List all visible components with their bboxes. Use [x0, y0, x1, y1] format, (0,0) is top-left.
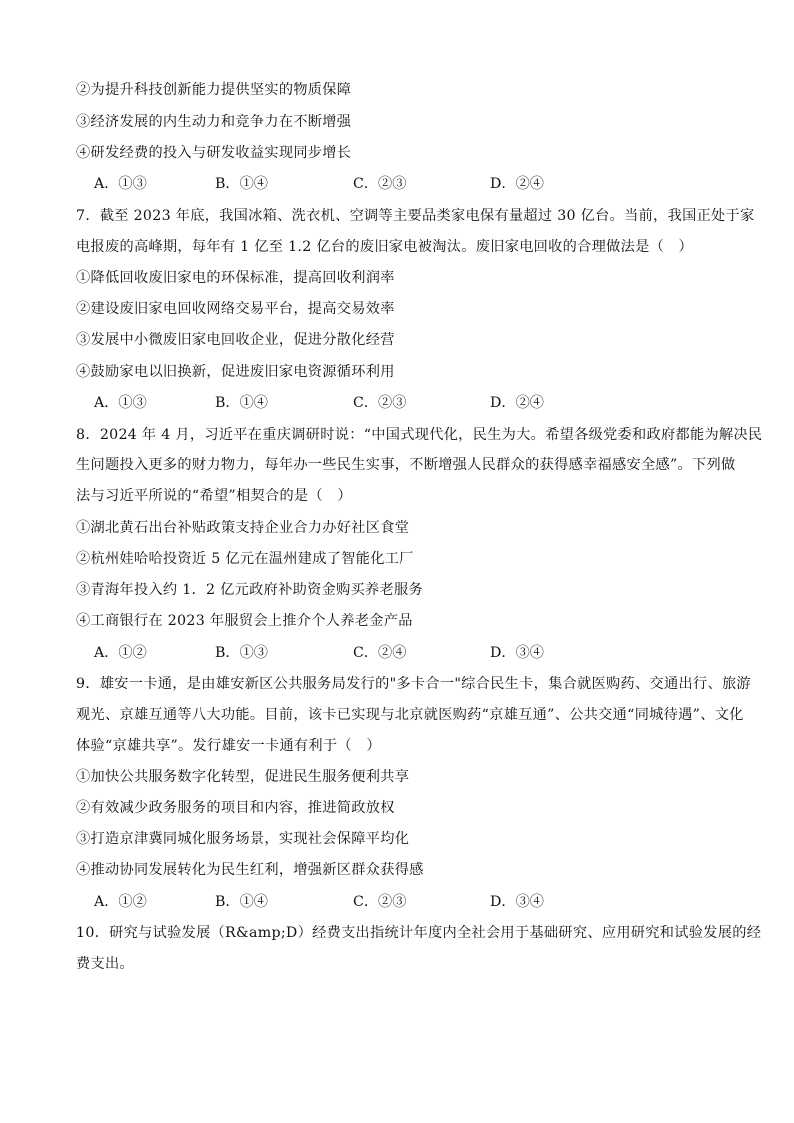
q7-choice-c[interactable]: C．②③	[353, 395, 407, 411]
q6-option-2: ②为提升科技创新能力提供坚实的物质保障	[76, 82, 352, 98]
q6-option-3: ③经济发展的内生动力和竞争力在不断增强	[76, 114, 352, 130]
q6-choice-c[interactable]: C．②③	[353, 176, 407, 192]
q9-option-1: ①加快公共服务数字化转型，促进民生服务便利共享	[76, 769, 410, 785]
q7-choices	[94, 393, 714, 413]
q9-choice-a[interactable]: A．①②	[94, 894, 147, 910]
q9-option-2: ②有效减少政务服务的项目和内容，推进简政放权	[76, 800, 395, 816]
q9-choice-d[interactable]: D．③④	[490, 894, 544, 910]
q7-choice-a[interactable]: A．①③	[94, 395, 147, 411]
q8-stem-line-1: 8．2024 年 4 月，习近平在重庆调研时说：“中国式现代化，民生为大。希望各级党委和政府都能为解决民	[76, 427, 763, 443]
q6-choice-d[interactable]: D．②④	[490, 176, 544, 192]
q8-stem-line-2: 生问题投入更多的财力物力，每年办一些民生实事，不断增强人民群众的获得感幸福感安全感”。下列做	[76, 457, 736, 473]
q7-option-3: ③发展中小微废旧家电回收企业，促进分散化经营	[76, 332, 395, 348]
q10-stem-line-2: 费支出。	[76, 956, 134, 972]
q9-option-3: ③打造京津冀同城化服务场景，实现社会保障平均化	[76, 831, 410, 847]
q6-choice-a[interactable]: A．①③	[94, 176, 147, 192]
q7-option-2: ②建设废旧家电回收网络交易平台，提高交易效率	[76, 301, 395, 317]
q6-choice-b[interactable]: B．①④	[215, 176, 268, 192]
q7-choice-d[interactable]: D．②④	[490, 395, 544, 411]
q9-option-4: ④推动协同发展转化为民生红利，增强新区群众获得感	[76, 862, 424, 878]
q10-stem-line-1: 10．研究与试验发展（R&amp;D）经费支出指统计年度内全社会用于基础研究、应用研究和试验发展的经	[76, 925, 762, 941]
q8-option-1: ①湖北黄石出台补贴政策支持企业合力办好社区食堂	[76, 520, 410, 536]
q9-choice-b[interactable]: B．①④	[215, 894, 268, 910]
q8-option-4: ④工商银行在 2023 年服贸会上推介个人养老金产品	[76, 613, 413, 629]
q8-choice-a[interactable]: A．①②	[94, 645, 147, 661]
q9-stem-line-3: 体验“京雄共享”。发行雄安一卡通有利于（ ）	[76, 738, 381, 754]
q8-choice-b[interactable]: B．①③	[215, 645, 268, 661]
q9-stem-line-1: 9．雄安一卡通，是由雄安新区公共服务局发行的"多卡合一"综合民生卡，集合就医购药、交通出行、旅游	[76, 676, 751, 692]
q7-option-1: ①降低回收废旧家电的环保标准，提高回收利润率	[76, 270, 395, 286]
q6-option-4: ④研发经费的投入与研发收益实现同步增长	[76, 145, 352, 161]
q9-choice-c[interactable]: C．②③	[353, 894, 407, 910]
q6-choices	[94, 174, 714, 194]
q8-option-2: ②杭州娃哈哈投资近 5 亿元在温州建成了智能化工厂	[76, 551, 414, 567]
q7-stem-line-1: 7．截至 2023 年底，我国冰箱、洗衣机、空调等主要品类家电保有量超过 30 亿台。当前，我国正处于家	[76, 208, 755, 224]
q8-stem-line-3: 法与习近平所说的“希望”相契合的是（ ）	[76, 488, 352, 504]
q7-choice-b[interactable]: B．①④	[215, 395, 268, 411]
q8-choices	[94, 643, 714, 663]
q9-stem-line-2: 观光、京雄互通等八大功能。目前，该卡已实现与北京就医购药“京雄互通”、公共交通“同城待遇”、文化	[76, 707, 744, 723]
q9-choices	[94, 892, 714, 912]
q7-option-4: ④鼓励家电以旧换新，促进废旧家电资源循环利用	[76, 364, 395, 380]
q7-stem-line-2: 电报废的高峰期，每年有 1 亿至 1.2 亿台的废旧家电被淘汰。废旧家电回收的合理做法是（ ）	[76, 239, 694, 255]
q8-choice-d[interactable]: D．③④	[490, 645, 544, 661]
q8-choice-c[interactable]: C．②④	[353, 645, 407, 661]
q8-option-3: ③青海年投入约 1．2 亿元政府补助资金购买养老服务	[76, 582, 423, 598]
